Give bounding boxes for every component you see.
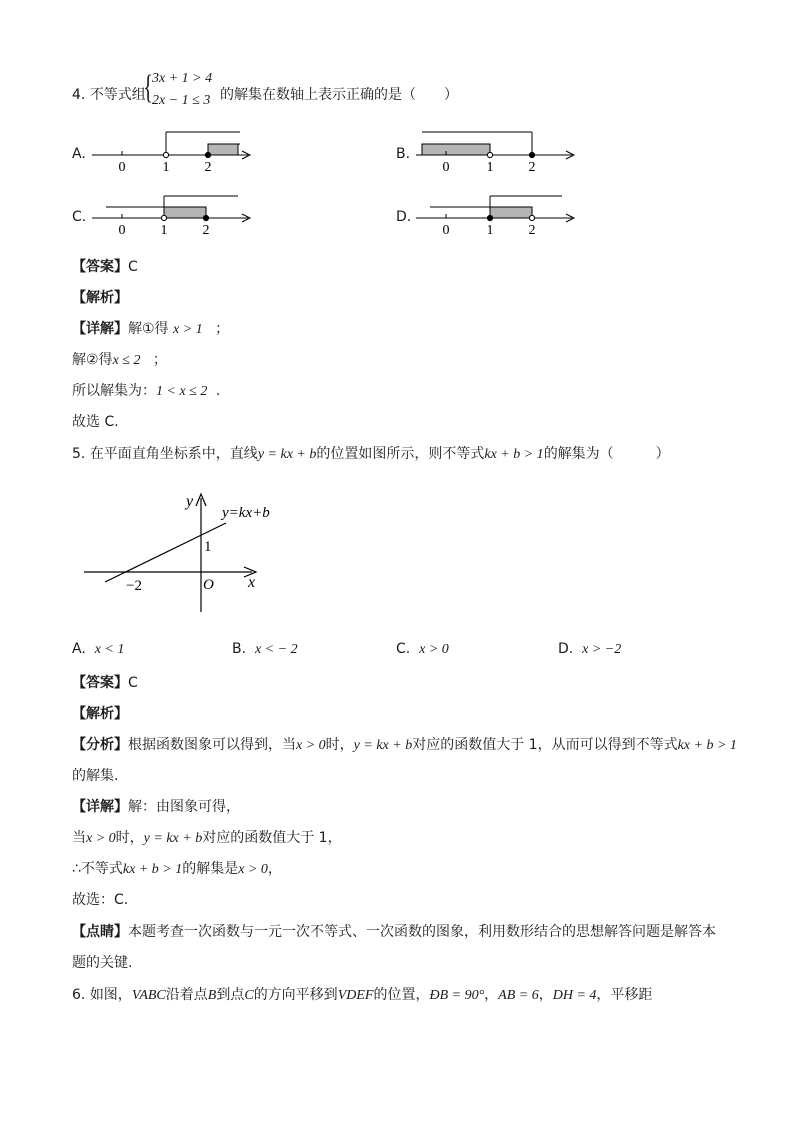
tick-0: 0 bbox=[442, 160, 450, 175]
q5-analysis-tag: 【解析】 bbox=[72, 706, 128, 722]
q4-suffix: 的解集在数轴上表示正确的是（ ） bbox=[220, 87, 458, 103]
q5-detail-3: ∴不等式kx + b > 1的解集是x > 0， bbox=[72, 861, 282, 877]
q4-option-d-letter: D. bbox=[396, 209, 412, 225]
origin-label: O bbox=[203, 577, 214, 593]
q4-option-b-numberline bbox=[414, 126, 584, 176]
answer-tag: 【答案】 bbox=[72, 259, 128, 275]
q4-option-b-letter: B. bbox=[396, 146, 411, 162]
q4-brace: { bbox=[143, 69, 154, 106]
tick-2: 2 bbox=[202, 223, 210, 238]
y-axis-label: y bbox=[186, 493, 194, 510]
y-intercept-label: 1 bbox=[204, 539, 212, 555]
tick-2: 2 bbox=[204, 160, 212, 175]
q4-option-a-numberline bbox=[90, 126, 260, 176]
tick-2: 2 bbox=[528, 160, 536, 175]
answer-value: C bbox=[128, 259, 138, 275]
q4-analysis-tag: 【解析】 bbox=[72, 290, 128, 306]
x-intercept-label: −2 bbox=[126, 578, 142, 594]
q5-graph bbox=[78, 486, 288, 616]
q5-dianjing-1: 【点睛】本题考查一次函数与一元一次不等式、一次函数的图象，利用数形结合的思想解答问题是解答本 bbox=[72, 924, 716, 940]
q5-option-c: C. x > 0 bbox=[396, 641, 449, 657]
q4-option-c-numberline bbox=[90, 190, 260, 240]
q4-stem bbox=[72, 84, 146, 104]
tick-0: 0 bbox=[118, 223, 126, 238]
q5-conclusion: 故选：C. bbox=[72, 892, 129, 908]
q5-option-b: B. x < − 2 bbox=[232, 641, 298, 657]
q4-option-d-numberline bbox=[414, 190, 584, 240]
q4-ineq-2: 2x − 1 ≤ 3 bbox=[152, 93, 211, 108]
q4-ineq-1: 3x + 1 > 4 bbox=[152, 71, 213, 86]
q4-option-c-letter: C. bbox=[72, 209, 87, 225]
tick-1: 1 bbox=[486, 223, 494, 238]
tick-1: 1 bbox=[486, 160, 494, 175]
tick-2: 2 bbox=[528, 223, 536, 238]
line-label: y=kx+b bbox=[222, 505, 270, 521]
q5-dianjing-2: 题的关键. bbox=[72, 955, 133, 971]
q5-answer: 【答案】C bbox=[72, 675, 138, 691]
q5-fenxi-line-2: 的解集. bbox=[72, 768, 119, 784]
q5-option-d: D. x > −2 bbox=[558, 641, 622, 657]
q5-fenxi-line-1: 【分析】根据函数图象可以得到，当x > 0时，y = kx + b对应的函数值大于 1，从而可以得到不等式kx + b > 1 bbox=[72, 737, 737, 753]
q4-number: 4. bbox=[72, 87, 86, 103]
tick-0: 0 bbox=[118, 160, 126, 175]
q5-detail-2: 当x > 0时，y = kx + b对应的函数值大于 1， bbox=[72, 830, 342, 846]
q4-detail-1: 【详解】解①得 x > 1 ； bbox=[72, 321, 230, 337]
q4-option-a-letter: A. bbox=[72, 146, 86, 162]
q4-detail-2: 解②得x ≤ 2 ； bbox=[72, 352, 167, 368]
q4-detail-3: 所以解集为：1 < x ≤ 2 . bbox=[72, 383, 221, 399]
q4-answer bbox=[72, 256, 138, 276]
tick-1: 1 bbox=[162, 160, 170, 175]
q5-detail-1: 【详解】解：由图象可得， bbox=[72, 799, 240, 815]
q5-stem: 5. 在平面直角坐标系中，直线y = kx + b的位置如图所示，则不等式kx + b > 1的解集为（ ） bbox=[72, 446, 670, 462]
q6-stem: 6. 如图，VABC沿着点B到点C的方向平移到VDEF的位置，ÐB = 90°，AB = 6，DH = 4，平移距 bbox=[72, 987, 653, 1003]
tick-1: 1 bbox=[160, 223, 168, 238]
x-axis-label: x bbox=[248, 574, 256, 591]
q4-conclusion: 故选 C. bbox=[72, 414, 119, 430]
q4-prefix: 不等式组 bbox=[89, 87, 146, 103]
tick-0: 0 bbox=[442, 223, 450, 238]
q5-option-a: A. x < 1 bbox=[72, 641, 125, 657]
